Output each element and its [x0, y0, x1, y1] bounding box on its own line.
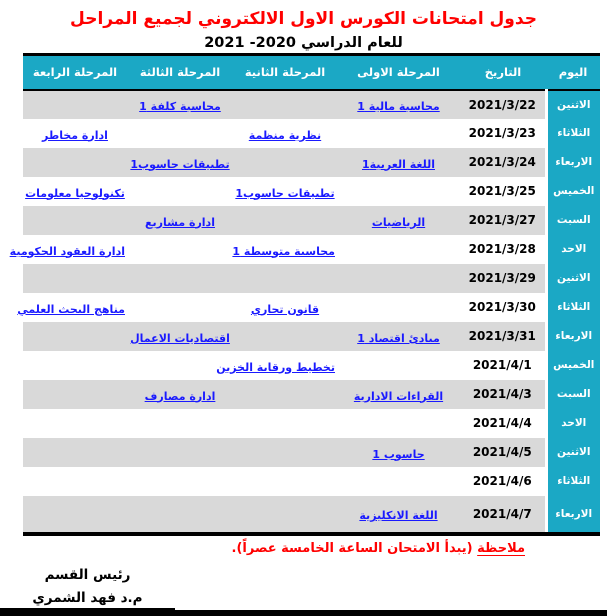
stage3-cell: [127, 119, 233, 148]
stage3-cell: [127, 380, 233, 409]
stage1-cell: [337, 264, 460, 293]
table-row: [23, 438, 600, 467]
stage4-cell: [17, 293, 127, 322]
subject-link[interactable]: ادارة مصارف: [144, 389, 216, 403]
stage2-cell: [233, 235, 337, 264]
table-row: [23, 119, 600, 148]
table-row: [23, 148, 600, 177]
subject-link[interactable]: اللغة الانكليزية: [359, 509, 438, 522]
stage1-cell: [337, 438, 460, 467]
day-cell: الاثنين: [546, 438, 600, 467]
stage2-cell: [233, 264, 337, 293]
date-cell: 2021/3/30: [468, 300, 536, 314]
date-cell: 2021/3/22: [468, 97, 536, 112]
subject-link[interactable]: مبادئ اقتصاد 1: [357, 331, 440, 345]
day-cell: الخميس: [546, 177, 600, 206]
stage2-cell: [233, 177, 337, 206]
date-cell: 2021/3/28: [468, 242, 536, 256]
table-row: [23, 206, 600, 235]
table-row: [23, 177, 600, 206]
stage3-cell: [127, 90, 233, 119]
table-row: [23, 322, 600, 351]
day-cell: الاثنين: [546, 90, 600, 119]
stage4-cell: [23, 206, 127, 235]
stage3-cell: [127, 467, 233, 496]
date-cell: 2021/3/25: [468, 184, 536, 198]
stage4-cell: [23, 119, 127, 148]
day-cell: الخميس: [546, 351, 600, 380]
stage4-cell: [23, 380, 127, 409]
table-row: [23, 90, 600, 119]
stage1-cell: [337, 380, 460, 409]
stage2-cell: [233, 496, 337, 534]
date-cell: 2021/3/29: [468, 271, 536, 285]
stage1-cell: [337, 409, 460, 438]
stage2-cell: [233, 409, 337, 438]
stage3-cell: [127, 438, 233, 467]
stage3-cell: [127, 206, 233, 235]
stage2-cell: [233, 119, 337, 148]
stage4-cell: [23, 148, 127, 177]
signature-name: م.د فهد الشمري: [0, 590, 175, 610]
subject-link[interactable]: تطبيقات حاسوب1: [235, 186, 335, 200]
stage4-cell: [23, 90, 127, 119]
stage4-cell: [23, 438, 127, 467]
stage4-cell: [23, 467, 127, 496]
day-cell: الثلاثاء: [546, 467, 600, 496]
stage2-cell: [233, 148, 337, 177]
stage2-cell: [233, 322, 337, 351]
stage1-cell: [337, 351, 460, 380]
date-cell: 2021/3/27: [468, 213, 536, 227]
subject-link[interactable]: تخطيط ورقابة الخزين: [216, 360, 335, 374]
stage1-cell: [337, 119, 460, 148]
stage3-cell: [127, 177, 233, 206]
subject-link[interactable]: محاسبة متوسطة 1: [232, 244, 335, 258]
date-cell: 2021/3/23: [468, 126, 536, 140]
date-cell: 2021/4/7: [472, 506, 532, 521]
stage2-cell: [233, 293, 337, 322]
note-text: (يبدأ الامتحان الساعة الخامسة عصراً).: [231, 541, 473, 556]
subject-link[interactable]: محاسبة مالية 1: [357, 100, 440, 113]
table-row: [23, 264, 600, 293]
stage1-cell: [337, 467, 460, 496]
exam-time-note: [232, 541, 525, 556]
stage3-cell: [127, 264, 233, 293]
date-cell: 2021/3/24: [468, 155, 536, 169]
day-cell: الثلاثاء: [546, 293, 600, 322]
subject-link[interactable]: قانون تجاري: [250, 302, 320, 316]
stage2-cell: [233, 206, 337, 235]
column-header-4: المرحلة الثالثة: [127, 55, 233, 90]
table-header-row: [23, 55, 600, 90]
stage2-cell: [216, 351, 337, 380]
stage1-cell: [337, 235, 460, 264]
subject-link[interactable]: نظرية منظمة: [248, 128, 322, 142]
note-label: ملاحظة: [477, 541, 525, 556]
subject-link[interactable]: اللغة العربية1: [361, 157, 435, 171]
table-row: [23, 467, 600, 496]
stage1-cell: [337, 148, 460, 177]
table-row: [23, 380, 600, 409]
date-cell: 2021/4/1: [472, 358, 532, 372]
column-header-0: اليوم: [546, 55, 600, 90]
stage4-cell: [23, 177, 127, 206]
signature-role: رئيس القسم: [44, 567, 131, 583]
stage4-cell: [23, 351, 127, 380]
page-bottom-rule: [0, 610, 607, 616]
stage1-cell: [337, 293, 460, 322]
subject-link[interactable]: تطبيقات حاسوب1: [130, 157, 230, 171]
stage1-cell: [337, 90, 460, 119]
subject-link[interactable]: تكنولوجيا معلومات: [25, 186, 125, 200]
stage3-cell: [127, 235, 233, 264]
day-cell: الاربعاء: [546, 322, 600, 351]
table-row: [23, 409, 600, 438]
day-cell: الاحد: [546, 235, 600, 264]
stage1-cell: [337, 177, 460, 206]
day-cell: الاحد: [546, 409, 600, 438]
day-cell: السبت: [546, 380, 600, 409]
stage1-cell: [337, 322, 460, 351]
page-subtitle: للعام الدراسي 2020- 2021: [204, 35, 403, 51]
date-cell: 2021/4/4: [472, 416, 532, 430]
date-cell: 2021/4/5: [472, 445, 532, 459]
day-cell: الاثنين: [546, 264, 600, 293]
column-header-1: التاريخ: [460, 55, 546, 90]
stage4-cell: [23, 322, 127, 351]
stage3-cell: [127, 409, 233, 438]
subject-link[interactable]: مناهج البحث العلمي: [17, 302, 125, 316]
stage4-cell: [23, 264, 127, 293]
table-row: [23, 496, 600, 534]
subject-link[interactable]: ادارة العقود الحكومية: [9, 244, 125, 258]
stage4-cell: [23, 496, 127, 534]
signature-block: [0, 565, 175, 610]
subject-link[interactable]: الرياضيات: [371, 215, 426, 229]
stage2-cell: [233, 380, 337, 409]
date-cell: 2021/4/3: [472, 387, 532, 401]
stage3-cell: [127, 322, 233, 351]
subject-link[interactable]: محاسبة كلفة 1: [139, 100, 221, 113]
stage1-cell: [337, 206, 460, 235]
table-row: [23, 351, 600, 380]
subject-link[interactable]: اقتصاديات الاعمال: [130, 331, 230, 345]
column-header-5: المرحلة الرابعة: [23, 55, 127, 90]
subject-link[interactable]: القراءات الادارية: [353, 389, 444, 403]
stage3-cell: [127, 496, 233, 534]
subject-link[interactable]: ادارة مشاريع: [145, 215, 215, 229]
stage2-cell: [233, 438, 337, 467]
day-cell: الاربعاء: [546, 148, 600, 177]
table-row: [23, 235, 600, 264]
stage2-cell: [233, 90, 337, 119]
page-title: جدول امتحانات الكورس الاول الالكتروني لجميع المراحل: [70, 9, 537, 29]
table-row: [23, 293, 600, 322]
column-header-3: المرحلة الثانية: [233, 55, 337, 90]
subject-link[interactable]: ادارة مخاطر: [42, 128, 108, 142]
table-body: [9, 90, 600, 534]
stage2-cell: [233, 467, 337, 496]
stage1-cell: [337, 496, 460, 534]
subject-link[interactable]: حاسوب 1: [372, 447, 425, 461]
day-cell: الاربعاء: [546, 496, 600, 534]
date-cell: 2021/4/6: [472, 474, 532, 488]
stage3-cell: [127, 293, 233, 322]
day-cell: السبت: [546, 206, 600, 235]
exam-schedule-table: [9, 53, 600, 536]
stage4-cell: [23, 409, 127, 438]
stage4-cell: [9, 235, 127, 264]
column-header-2: المرحلة الاولى: [337, 55, 460, 90]
stage3-cell: [127, 148, 233, 177]
date-cell: 2021/3/31: [468, 329, 536, 343]
day-cell: الثلاثاء: [546, 119, 600, 148]
